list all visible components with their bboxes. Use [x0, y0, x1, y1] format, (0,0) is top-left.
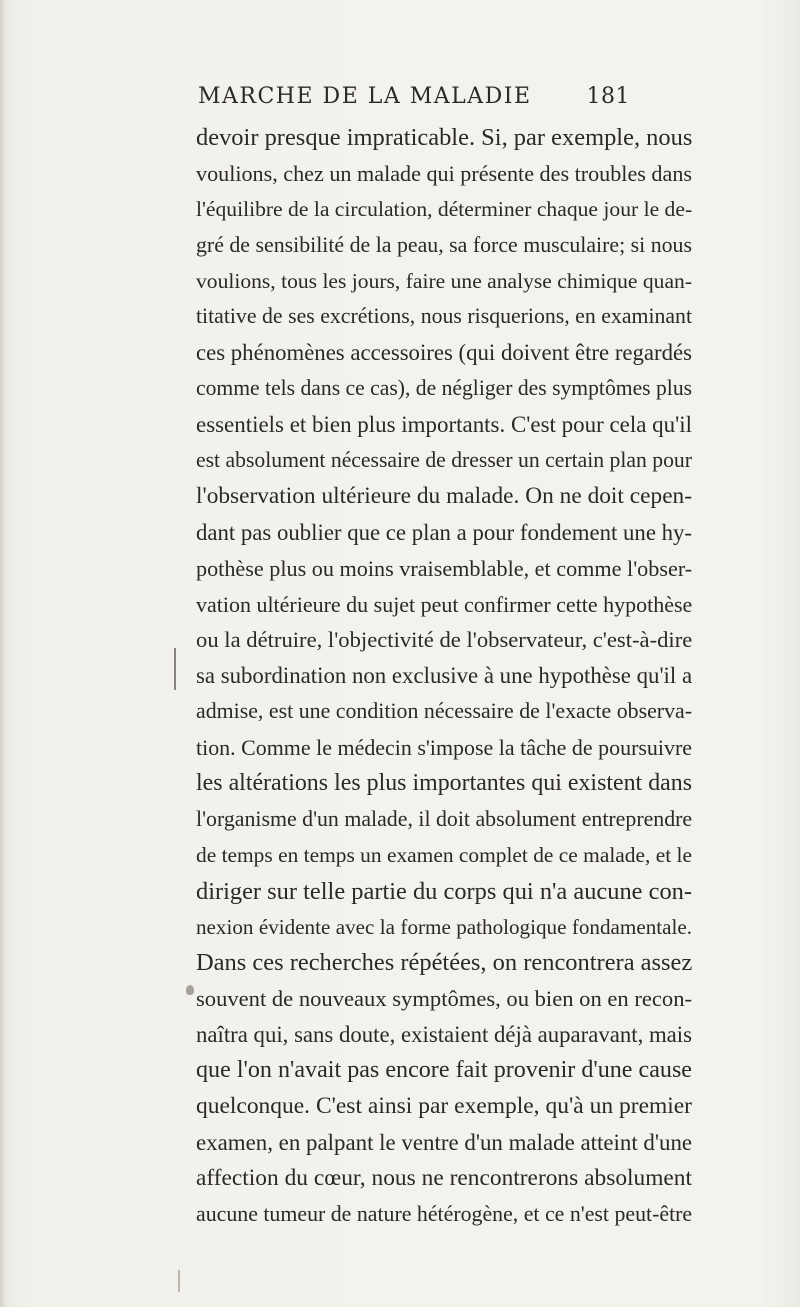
text-line: souvent de nouveaux symptômes, ou bien on en recon- — [196, 986, 692, 1012]
text-line: vation ultérieure du sujet peut confirmer cette hypothèse — [196, 591, 693, 617]
page-number: 181 — [586, 84, 630, 109]
text-line: diriger sur telle partie du corps qui n'a aucune con- — [196, 877, 692, 905]
margin-spot — [186, 985, 194, 995]
text-line: tion. Comme le médecin s'impose la tâche de poursuivre — [196, 735, 692, 761]
text-line: ces phénomènes accessoires (qui doivent être regardés — [196, 340, 692, 366]
text-line: voulions, tous les jours, faire une analyse chimique quan- — [196, 268, 692, 293]
text-line: aucune tumeur de nature hétérogène, et ce n'est peut-être — [196, 1201, 693, 1226]
text-line: l'observation ultérieure du malade. On ne doit cepen- — [196, 482, 692, 509]
margin-tick — [178, 1270, 180, 1292]
text-line: est absolument nécessaire de dresser un certain plan pour — [196, 448, 692, 473]
text-line: sa subordination non exclusive à une hypothèse qu'il a — [196, 663, 693, 689]
text-line: admise, est une condition nécessaire de l'exacte observa- — [196, 699, 692, 724]
text-line: titative de ses excrétions, nous risquerions, en examinant — [196, 304, 692, 329]
margin-mark — [174, 648, 176, 690]
text-line: naîtra qui, sans doute, existaient déjà auparavant, mais — [196, 1022, 692, 1048]
text-line: quelconque. C'est ainsi par exemple, qu'à un premier — [196, 1093, 692, 1120]
text-line: ou la détruire, l'objectivité de l'observateur, c'est-à-dire — [196, 627, 693, 653]
page-edge-shadow — [0, 0, 6, 1307]
text-line: voulions, chez un malade qui présente des troubles dans — [196, 160, 692, 186]
text-line: dant pas oublier que ce plan a pour fondement une hy- — [196, 519, 692, 545]
page-header — [198, 84, 630, 120]
text-line: examen, en palpant le ventre d'un malade atteint d'une — [196, 1129, 693, 1155]
text-line: que l'on n'avait pas encore fait provenir d'une cause — [196, 1057, 692, 1084]
running-title: MARCHE DE LA MALADIE — [198, 84, 532, 109]
text-line: de temps en temps un examen complet de ce malade, et le — [196, 842, 692, 867]
body-text — [196, 120, 692, 1233]
text-line: pothèse plus ou moins vraisemblable, et comme l'obser- — [196, 555, 693, 581]
text-line: les altérations les plus importantes qui existent dans — [196, 770, 692, 797]
text-line: l'organisme d'un malade, il doit absolument entreprendre — [196, 806, 693, 831]
text-line: essentiels et bien plus importants. C'est pour cela qu'il — [196, 412, 692, 438]
text-line: nexion évidente avec la forme pathologique fondamentale. — [196, 914, 692, 939]
text-line: comme tels dans ce cas), de négliger des symptômes plus — [196, 376, 693, 401]
text-line: l'équilibre de la circulation, déterminer chaque jour le de- — [196, 196, 693, 221]
text-line: gré de sensibilité de la peau, sa force musculaire; si nous — [196, 232, 692, 257]
text-line: Dans ces recherches répétées, on rencontrera assez — [196, 949, 693, 977]
text-line: devoir presque impraticable. Si, par exemple, nous — [196, 124, 693, 151]
text-line: affection du cœur, nous ne rencontrerons absolument — [196, 1164, 692, 1191]
